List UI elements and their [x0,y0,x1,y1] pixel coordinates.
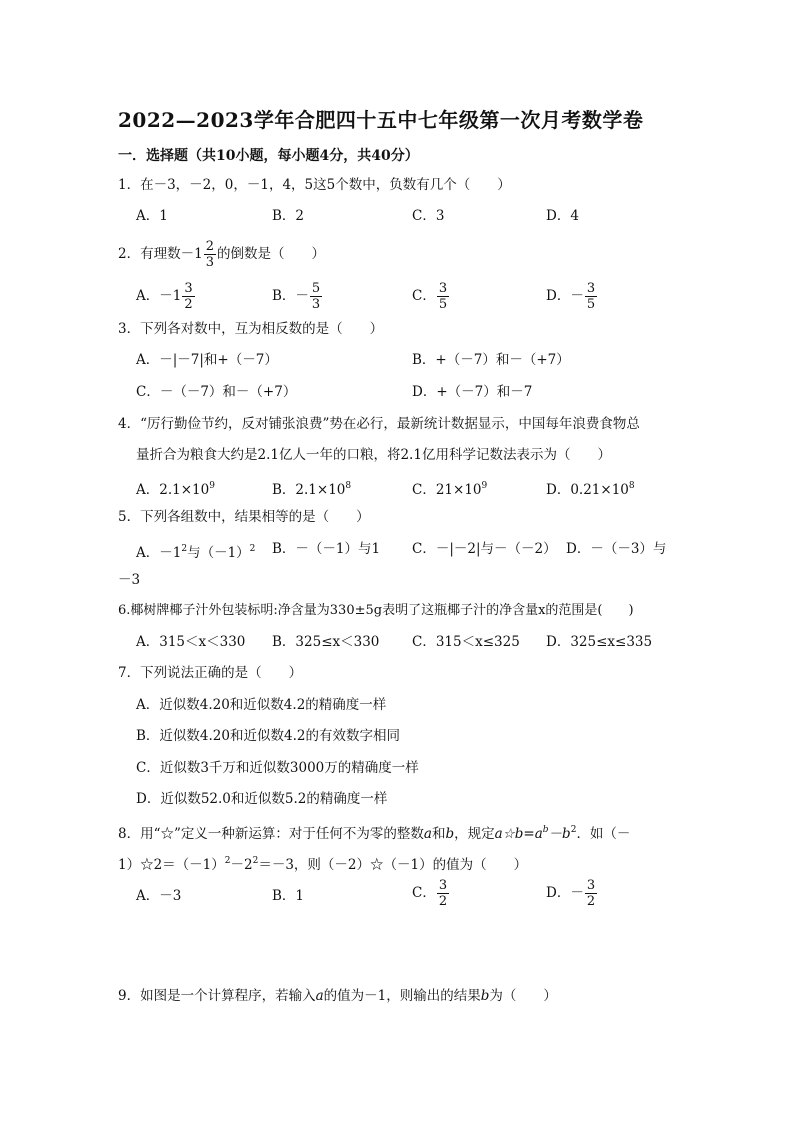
question-5-stem: 5．下列各组数中，结果相等的是（ ） [118,509,370,525]
question-5-option-d: D．－（－3）与 [566,541,667,557]
question-2-option-a [136,282,196,311]
fraction-denominator: 2 [184,297,193,312]
question-7-stem: 7．下列说法正确的是（ ） [118,665,303,681]
option-base: C．21×10 [412,482,482,498]
fraction-numerator: 3 [184,281,193,296]
question-8-option-d [546,879,598,908]
option-exponent: 8 [345,481,352,491]
question-7-option-d: D．近似数52.0和近似数5.2的精确度一样 [136,791,388,807]
option-prefix: C． [412,885,436,901]
exam-title: 2022—2023学年合肥四十五中七年级第一次月考数学卷 [118,108,644,132]
question-5-option-a [136,540,255,562]
variable-b: b [445,826,455,842]
operation-rule: a☆b=a [494,826,543,842]
option-fraction [182,282,194,311]
question-2-stem-suffix: 的倒数是（ ） [216,246,325,262]
question-8-stem-line-1 [118,821,630,843]
question-7-option-c: C．近似数3千万和近似数3000万的精确度一样 [136,760,419,776]
question-4-stem-line-2: 量折合为粮食大约是2.1亿人一年的口粮，将2.1亿用科学记数法表示为（ ） [136,447,611,463]
option-exponent: 9 [481,481,488,491]
option-exponent: 9 [209,481,215,491]
option-fraction [310,282,322,311]
fraction-numerator: 2 [205,239,214,254]
variable-b: b [480,988,490,1004]
option-text: 与（－1） [187,545,250,561]
option-exponent: 2 [249,544,256,554]
question-2-stem-prefix: 2．有理数－1 [118,246,203,262]
stem-text: 为（ ） [489,988,557,1004]
stem-exponent: 2 [224,856,231,866]
fraction-numerator: 5 [311,281,321,296]
stem-text: ．如（－ [576,826,631,842]
question-1-option-b: B．2 [272,208,305,224]
question-3-option-b: B．+（－7）和－（+7） [412,352,570,368]
option-prefix: D．－ [546,885,584,901]
option-base: D．0.21×10 [546,482,629,498]
stem-text: 9．如图是一个计算程序，若输入 [118,988,316,1004]
question-9-stem [118,987,557,1005]
question-2-option-d [546,282,598,311]
variable-a: a [315,988,324,1004]
option-fraction [585,879,597,908]
question-8-option-a: A．－3 [136,888,182,904]
question-1-option-a: A．1 [136,208,168,224]
question-8-option-b: B．1 [272,888,305,904]
stem-exponent: 2 [252,856,259,866]
question-6-stem: 6.椰树牌椰子汁外包装标明:净含量为330±5g表明了这瓶椰子汁的净含量x的范围是( ) [118,603,634,618]
question-2-stem [118,240,325,269]
option-prefix: D．－ [546,288,584,304]
question-4-option-c [412,477,487,499]
option-base: B．2.1×10 [272,482,346,498]
section-heading: 一．选择题（共10小题，每小题4分，共40分） [118,148,419,164]
option-fraction [585,282,597,311]
question-7-option-b: B．近似数4.20和近似数4.2的有效数字相同 [136,728,400,744]
option-fraction [437,282,449,311]
operation-rule: －b [548,826,571,842]
question-2-option-b [272,282,323,311]
option-prefix: A．－1 [136,288,182,304]
question-6-option-c: C．315＜x≤325 [412,634,520,650]
stem-text: 8．用“☆”定义一种新运算：对于任何不为零的整数 [118,826,424,842]
stem-text: 1）☆2＝（－1） [118,857,225,873]
question-5-option-c: C．－|－2|与－（－2） [412,541,557,557]
variable-a: a [423,826,432,842]
question-1-option-c: C．3 [412,208,445,224]
question-4-stem-line-1: 4．“厉行勤俭节约，反对铺张浪费”势在必行，最新统计数据显示，中国每年浪费食物总 [118,416,640,432]
fraction-denominator: 5 [438,297,448,312]
stem-text: 的值为－1，则输出的结果 [323,988,481,1004]
option-base: A．2.1×10 [136,482,210,498]
option-exponent: 2 [181,544,188,554]
question-2-option-c [412,282,450,311]
question-3-option-a: A．－|－7|和+（－7） [136,352,278,368]
question-6-option-d: D．325≤x≤335 [546,634,653,650]
stem-text: ，规定 [454,826,495,842]
fraction-denominator: 3 [205,255,214,270]
stem-text: 和 [431,826,446,842]
fraction-numerator: 3 [438,281,448,296]
stem-text: －2 [230,857,253,873]
fraction-denominator: 5 [586,297,596,312]
fraction-denominator: 2 [586,894,596,909]
option-fraction [437,879,449,908]
question-7-option-a: A．近似数4.20和近似数4.2的精确度一样 [136,697,387,713]
fraction-denominator: 2 [438,894,448,909]
question-3-option-d: D．+（－7）和－7 [412,384,533,400]
option-prefix: B．－ [272,288,309,304]
question-4-option-a [136,477,215,499]
option-prefix: C． [412,288,436,304]
question-5-option-b: B．－（－1）与1 [272,541,381,557]
stem-text: ＝－3，则（－2）☆（－1）的值为（ ） [258,857,528,873]
question-6-option-a: A．315＜x＜330 [136,634,246,650]
option-text: A．－1 [136,545,182,561]
question-1-option-d: D．4 [546,208,579,224]
fraction-denominator: 3 [311,297,321,312]
question-4-option-d [546,477,635,499]
question-6-option-b: B．325≤x＜330 [272,634,380,650]
rule-exponent: b [542,825,549,835]
option-exponent: 8 [628,481,635,491]
rule-exponent: 2 [570,825,577,835]
fraction-numerator: 3 [586,878,596,893]
fraction-numerator: 3 [586,281,596,296]
question-3-option-c: C．－（－7）和－（+7） [136,384,297,400]
question-1-stem: 1．在－3，－2，0，－1，4，5这5个数中，负数有几个（ ） [118,177,511,193]
question-2-stem-fraction [204,240,216,269]
question-5-option-d-continued: －3 [118,572,141,588]
question-8-stem-line-2 [118,852,527,874]
fraction-numerator: 3 [438,878,448,893]
question-8-option-c [412,879,450,908]
question-4-option-b [272,477,351,499]
question-3-stem: 3．下列各对数中，互为相反数的是（ ） [118,321,384,337]
